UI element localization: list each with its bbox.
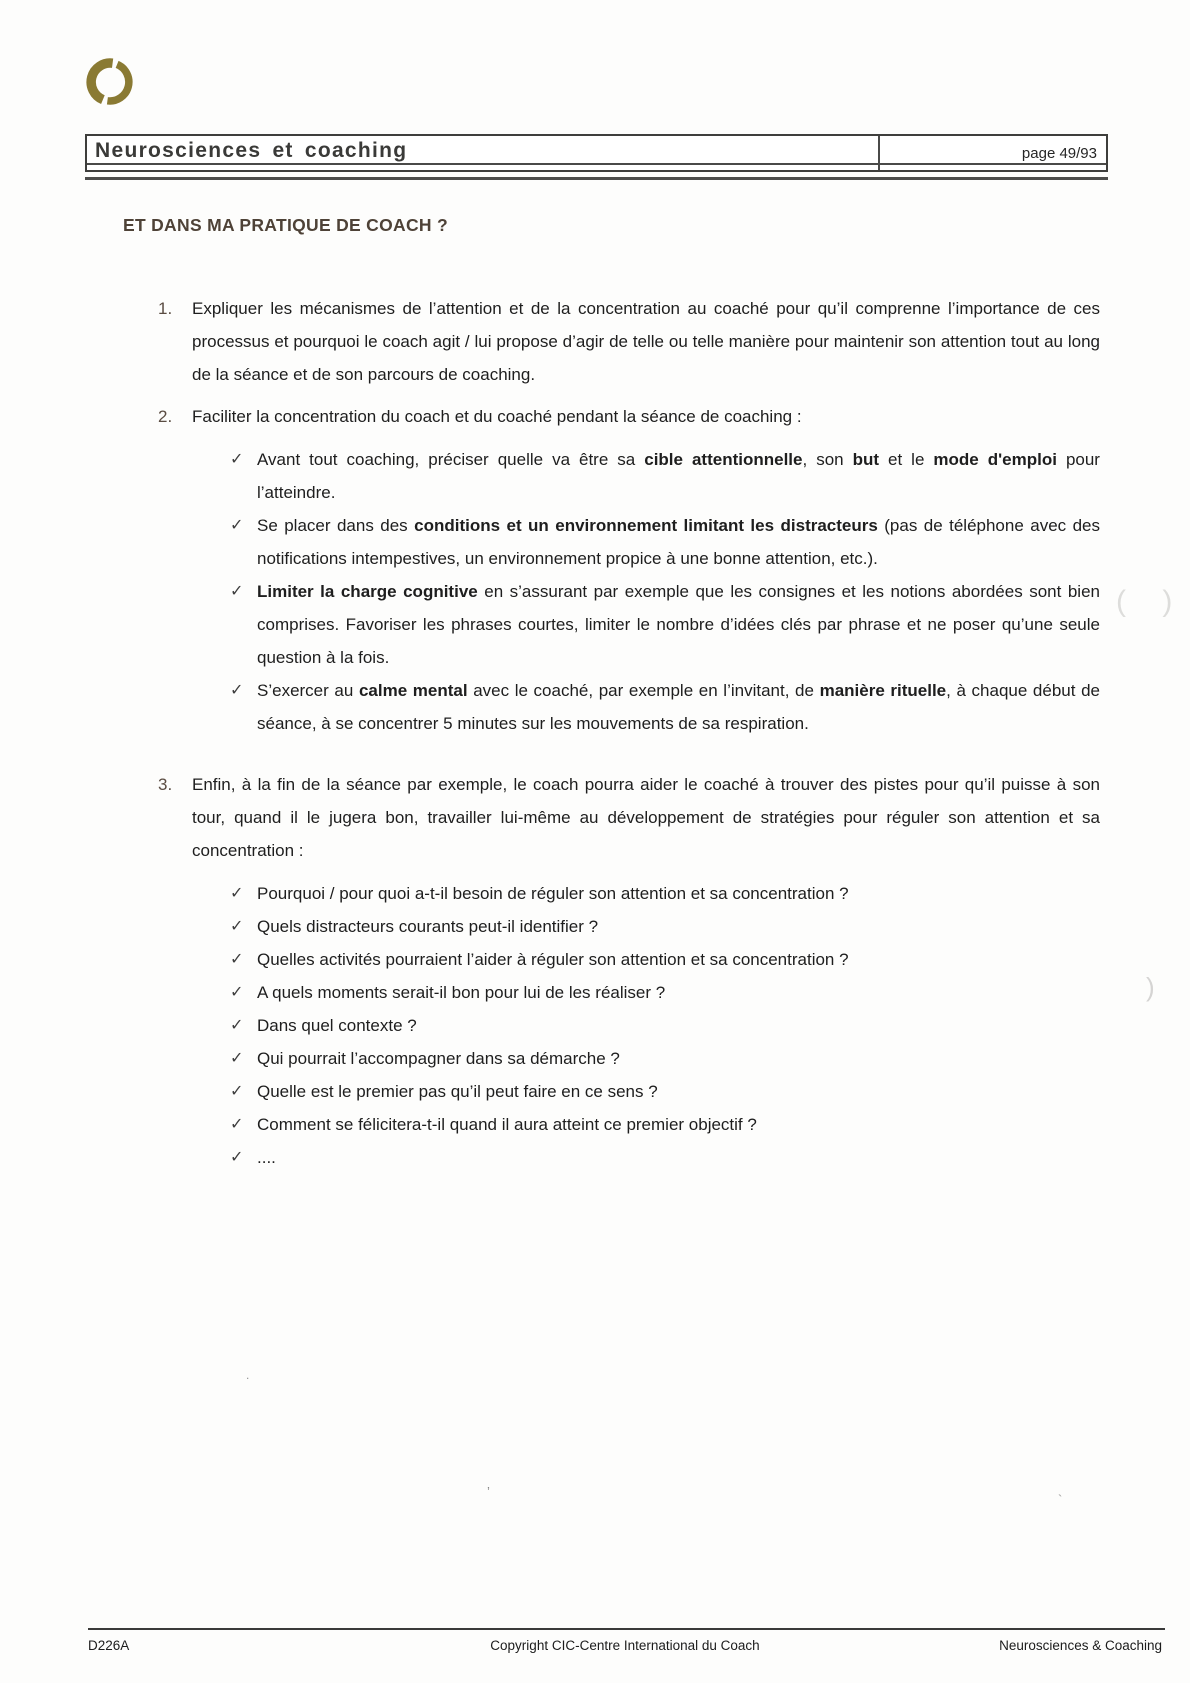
checkmark-icon: ✓: [230, 951, 244, 968]
text-segment: Se placer dans des: [257, 516, 415, 535]
item-number: 2.: [158, 407, 173, 426]
text-segment: conditions et un environnement limitant les distracteurs: [414, 516, 878, 535]
check-item-text: [257, 943, 1100, 976]
check-item-text: [257, 674, 1100, 740]
section-heading: ET DANS MA PRATIQUE DE COACH ?: [123, 215, 448, 235]
item-text: [192, 400, 1100, 433]
document-list: [88, 292, 1100, 1174]
scan-artifact: `: [1058, 1492, 1063, 1507]
item-number: 1.: [158, 299, 173, 318]
checkmark-icon: ✓: [230, 984, 244, 1001]
check-item: [88, 877, 1100, 910]
check-item-text: [257, 509, 1100, 575]
header-rule: [85, 177, 1108, 180]
check-item: [88, 943, 1100, 976]
text-segment: et le: [879, 450, 934, 469]
scan-artifact: .: [246, 1368, 250, 1382]
checkmark-icon: ✓: [230, 517, 244, 534]
check-item: [88, 976, 1100, 1009]
scan-artifact: ’: [487, 1484, 490, 1499]
page-number: page 49/93: [1021, 145, 1097, 162]
check-item: [88, 1042, 1100, 1075]
ring-left-arc: [91, 63, 112, 100]
footer-doc-code: D226A: [88, 1638, 130, 1653]
checkmark-icon: ✓: [230, 682, 244, 699]
text-segment: A quels moments serait-il bon pour lui de les réaliser ?: [257, 983, 666, 1002]
text-segment: (pas de téléphone avec des notifications intempestives, un environnement propice à une bonne attention, etc.).: [257, 516, 1100, 568]
checkmark-icon: ✓: [230, 918, 244, 935]
document-content: [88, 214, 1100, 1202]
text-segment: calme mental: [358, 681, 468, 700]
checkmark-icon: ✓: [230, 1050, 244, 1067]
text-segment: but: [852, 450, 880, 469]
checkmark-icon: ✓: [230, 451, 244, 468]
text-segment: Quels distracteurs courants peut-il identifier ?: [257, 917, 599, 936]
check-item-text: [257, 575, 1100, 674]
check-item-text: [257, 877, 1100, 910]
check-item-text: [257, 1042, 1100, 1075]
text-segment: manière rituelle: [819, 681, 947, 700]
text-segment: ....: [257, 1148, 276, 1167]
check-item: [88, 910, 1100, 943]
text-segment: Comment se félicitera-t-il quand il aura atteint ce premier objectif ?: [257, 1115, 757, 1134]
text-segment: Quelles activités pourraient l’aider à réguler son attention et sa concentration ?: [257, 950, 849, 969]
ring-right-arc: [107, 64, 128, 101]
checkmark-icon: ✓: [230, 583, 244, 600]
text-segment: Dans quel contexte ?: [257, 1016, 417, 1035]
check-item: [88, 509, 1100, 575]
text-segment: Quelle est le premier pas qu’il peut faire en ce sens ?: [257, 1082, 658, 1101]
header-bar: [85, 134, 1108, 172]
numbered-item: [88, 292, 1100, 391]
check-item-text: [257, 910, 1100, 943]
numbered-item: [88, 400, 1100, 433]
check-item: [88, 443, 1100, 509]
text-segment: , son: [802, 450, 853, 469]
footer-course-title: Neurosciences & Coaching: [999, 1638, 1162, 1653]
check-item-text: [257, 1108, 1100, 1141]
check-list: [88, 443, 1100, 740]
check-item: [88, 1075, 1100, 1108]
item-text: [192, 768, 1100, 867]
check-item: [88, 1141, 1100, 1174]
text-segment: Pourquoi / pour quoi a-t-il besoin de réguler son attention et sa concentration ?: [257, 884, 849, 903]
check-list: [88, 877, 1100, 1174]
check-item-text: [257, 1141, 1100, 1174]
page-number-cell: [878, 136, 1106, 170]
document-title: Neurosciences et coaching: [95, 139, 408, 162]
cic-ring-logo: [86, 56, 138, 112]
footer-copyright: Copyright CIC-Centre International du Coach: [490, 1638, 760, 1653]
text-segment: S’exercer au: [257, 681, 359, 700]
text-segment: Expliquer les mécanismes de l’attention et de la concentration au coaché pour qu’il comprenne l’importance de ces processus et pourquoi le coach agit / lui propose d’agir de telle ou telle manière pour maintenir son attention tout au long de la séance et de son parcours de coaching.: [192, 299, 1100, 384]
check-item-text: [257, 1009, 1100, 1042]
item-text: [192, 292, 1100, 391]
text-segment: Faciliter la concentration du coach et du coaché pendant la séance de coaching :: [192, 407, 802, 426]
check-item: [88, 1009, 1100, 1042]
check-item: [88, 1108, 1100, 1141]
text-segment: cible attentionnelle: [644, 450, 803, 469]
check-item-text: [257, 443, 1100, 509]
check-item: [88, 674, 1100, 740]
checkmark-icon: ✓: [230, 1149, 244, 1166]
text-segment: Avant tout coaching, préciser quelle va être sa: [257, 450, 645, 469]
checkmark-icon: ✓: [230, 885, 244, 902]
check-item: [88, 575, 1100, 674]
text-segment: pour l’atteindre.: [257, 450, 1100, 502]
text-segment: avec le coaché, par exemple en l’invitant, de: [467, 681, 820, 700]
footer: [88, 1638, 1162, 1653]
text-segment: en s’assurant par exemple que les consignes et les notions abordées sont bien comprises. Favoriser les phrases courtes, limiter le nombre d’idées clés par phrase et ne poser qu’une seule question à la fois.: [257, 582, 1100, 667]
check-item-text: [257, 1075, 1100, 1108]
scan-artifact: ( ): [1116, 585, 1187, 618]
checkmark-icon: ✓: [230, 1017, 244, 1034]
scan-artifact: ): [1146, 972, 1155, 1002]
text-segment: Limiter la charge cognitive: [257, 582, 478, 601]
checkmark-icon: ✓: [230, 1116, 244, 1133]
check-item-text: [257, 976, 1100, 1009]
text-segment: mode d'emploi: [933, 450, 1057, 469]
text-segment: , à chaque début de séance, à se concentrer 5 minutes sur les mouvements de sa respiration.: [257, 681, 1100, 733]
text-segment: Qui pourrait l’accompagner dans sa démarche ?: [257, 1049, 620, 1068]
numbered-item: [88, 768, 1100, 867]
footer-rule: [88, 1628, 1165, 1630]
checkmark-icon: ✓: [230, 1083, 244, 1100]
text-segment: Enfin, à la fin de la séance par exemple, le coach pourra aider le coaché à trouver des pistes pour qu’il puisse à son tour, quand il le jugera bon, travailler lui-même au développement de stratégies pour réguler son attention et sa concentration :: [192, 775, 1100, 860]
item-number: 3.: [158, 775, 173, 794]
